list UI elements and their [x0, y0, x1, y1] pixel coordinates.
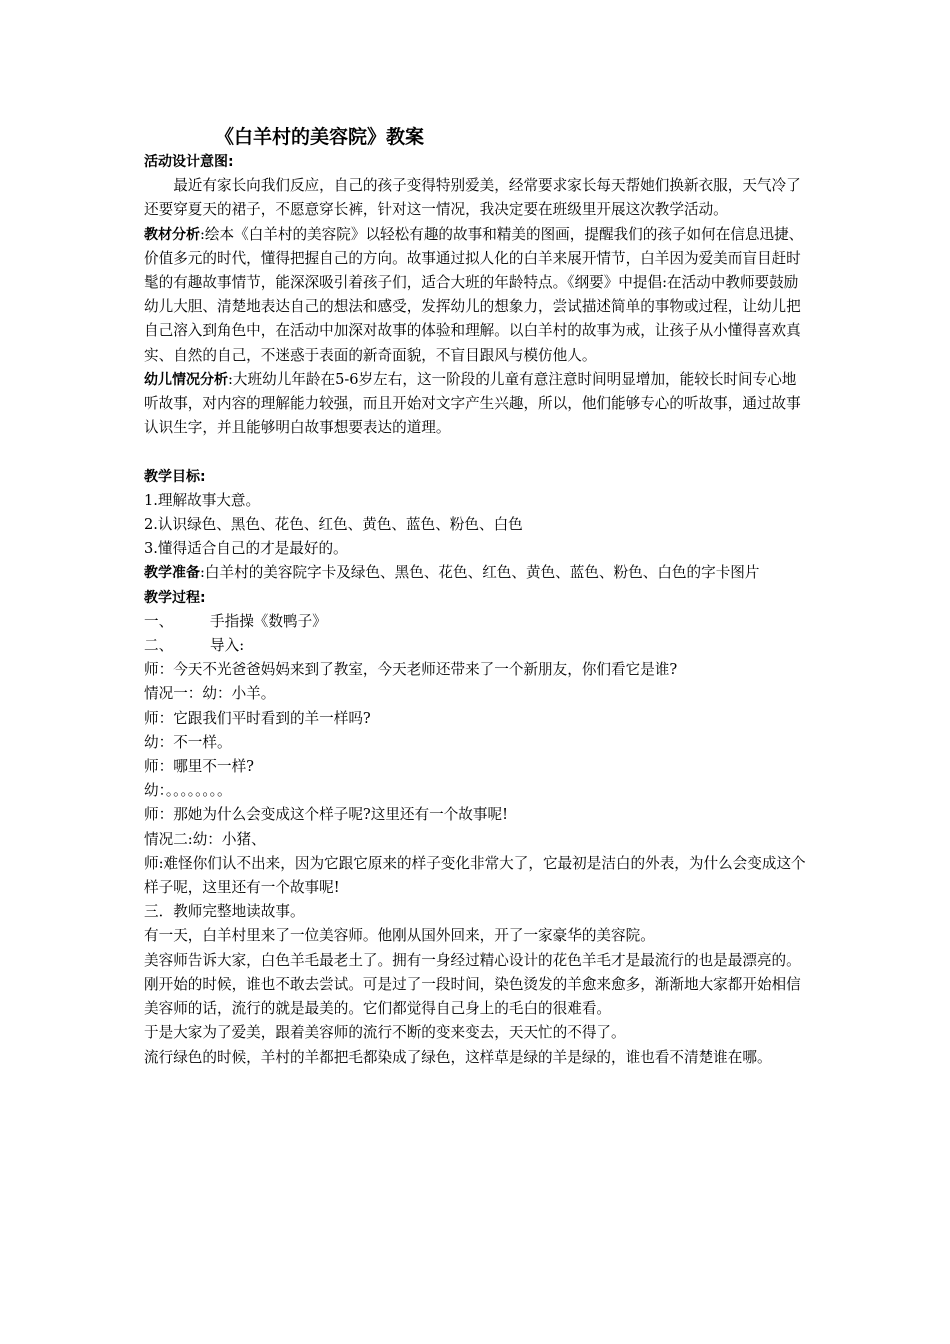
process-step-2: [144, 634, 809, 658]
dialogue-line: 师:难怪你们认不出来，因为它跟它原来的样子变化非常大了，它最初是洁白的外表，为什么会变成这个样子呢，这里还有一个故事呢!: [144, 854, 806, 897]
goal-item: 2.认识绿色、黑色、花色、红色、黄色、蓝色、粉色、白色: [144, 516, 523, 534]
process-step-1: [144, 610, 809, 634]
story-paragraph: 于是大家为了爱美，跟着美容师的流行不断的变来变去，天天忙的不得了。: [144, 1024, 626, 1042]
blank-line: [144, 440, 809, 464]
child-analysis-heading: 幼儿情况分析: [144, 371, 228, 388]
preparation-text: :白羊村的美容院字卡及绿色、黑色、花色、红色、黄色、蓝色、粉色、白色的字卡图片: [200, 564, 760, 582]
goal-item: 1.理解故事大意。: [144, 491, 261, 509]
material-analysis-heading: 教材分析: [144, 226, 200, 243]
dialogue-line: 情况二:幼：小猪、: [144, 830, 266, 848]
dialogue-line: 师：哪里不一样?: [144, 758, 254, 776]
story-paragraph: 刚开始的时候，谁也不敢去尝试。可是过了一段时间，染色烫发的羊愈来愈多，渐渐地大家都开始相信美容师的话，流行的就是最美的。它们都觉得自己身上的毛白的很难看。: [144, 975, 801, 1018]
story-paragraph: 流行绿色的时候，羊村的羊都把毛都染成了绿色，这样草是绿的羊是绿的，谁也看不清楚谁在哪。: [144, 1048, 772, 1066]
process-step-3: 三．教师完整地读故事。: [144, 903, 305, 921]
material-analysis-text: :绘本《白羊村的美容院》以轻松有趣的故事和精美的图画，提醒我们的孩子如何在信息迅捷、价值多元的时代，懂得把握自己的方向。故事通过拟人化的白羊来展开情节，白羊因为爱美而盲目赶时髦的有趣故事情节，能深深吸引着孩子们，适合大班的年龄特点。《纲要》中提倡:在活动中教师要鼓励幼儿大胆、清楚地表达自己的想法和感受，发挥幼儿的想象力，尝试描述简单的事物或过程，让幼儿把自己溶入到角色中，在活动中加深对故事的体验和理解。以白羊村的故事为戒，让孩子从小懂得喜欢真实、自然的自己，不迷惑于表面的新奇面貌，不盲目跟风与模仿他人。: [144, 225, 804, 364]
story-paragraph: 美容师告诉大家，白色羊毛最老土了。拥有一身经过精心设计的花色羊毛才是最流行的也是最漂亮的。: [144, 951, 801, 969]
goal-item: 3.懂得适合自己的才是最好的。: [144, 540, 348, 558]
design-intent-paragraph: 最近有家长向我们反应，自己的孩子变得特别爱美，经常要求家长每天帮她们换新衣服，天气冷了还要穿夏天的裙子，不愿意穿长裤，针对这一情况，我决定要在班级里开展这次教学活动。: [144, 177, 801, 219]
preparation-paragraph: [144, 561, 809, 585]
material-analysis-paragraph: [144, 223, 809, 368]
step-number: 二、: [144, 637, 174, 655]
goals-heading: 教学目标:: [144, 468, 206, 485]
dialogue-line: 幼：。。。。。。。。: [144, 782, 232, 800]
step-text: 手指操《数鸭子》: [210, 612, 327, 630]
dialogue-line: 师：那她为什么会变成这个样子呢?这里还有一个故事呢!: [144, 806, 508, 824]
child-analysis-text: :大班幼儿年龄在5-6岁左右，这一阶段的儿童有意注意时间明显增加，能较长时间专心地听故事，对内容的理解能力较强，而且开始对文字产生兴趣，所以，他们能够专心的听故事，通过故事认识生字，并且能够明白故事想要表达的道理。: [144, 370, 801, 437]
story-paragraph: 有一天，白羊村里来了一位美容师。他刚从国外回来，开了一家豪华的美容院。: [144, 927, 655, 945]
preparation-heading: 教学准备: [144, 565, 200, 582]
process-heading: 教学过程:: [144, 589, 206, 606]
dialogue-line: 情况一：幼：小羊。: [144, 685, 276, 703]
document-title: 《白羊村的美容院》教案: [215, 126, 425, 148]
design-intent-heading: 活动设计意图:: [144, 154, 234, 170]
step-number: 一、: [144, 612, 174, 630]
child-analysis-paragraph: [144, 368, 809, 441]
dialogue-line: 幼：不一样。: [144, 733, 232, 751]
dialogue-line: 师：它跟我们平时看到的羊一样吗?: [144, 709, 371, 727]
document-body: [144, 150, 809, 1070]
dialogue-line: 师：今天不光爸爸妈妈来到了教室，今天老师还带来了一个新朋友，你们看它是谁?: [144, 661, 678, 679]
step-text: 导入:: [210, 637, 245, 655]
